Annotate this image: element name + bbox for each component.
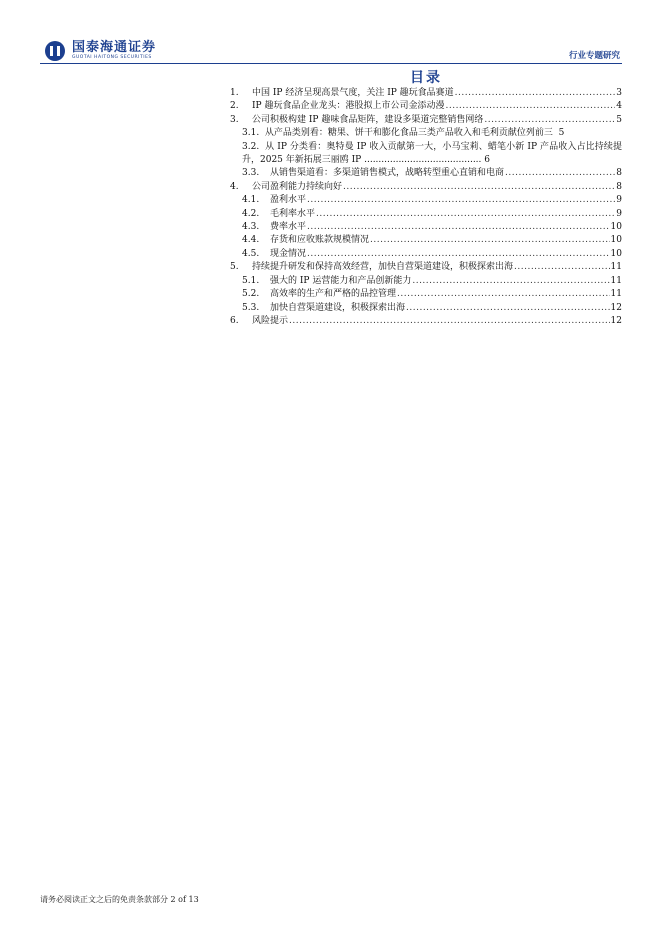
toc-entry[interactable]: 5.1. 强大的 IP 运营能力和产品创新能力 ..... 11 xyxy=(230,275,622,288)
report-type-label: 行业专题研究 xyxy=(568,51,620,61)
toc-entry[interactable]: 3.2. 从 IP 分类看：奥特曼 IP 收入贡献第一大，小马宝莉、蜡笔小新 IP 产品收入占比持续提升，2025 年新拓展三丽鸥 IP ......................................... 6 xyxy=(242,141,623,166)
toc-page-number: 10 xyxy=(610,235,622,246)
header-divider xyxy=(40,63,622,64)
toc-entry[interactable]: 2. IP 趣玩食品企业龙头：港股拟上市公司金添动漫 ..... 4 xyxy=(230,100,622,113)
page-footer: 请务必阅读正文之后的免责条款部分 2 of 13 xyxy=(40,895,199,904)
toc-page-number: 12 xyxy=(610,315,622,326)
toc-entry[interactable]: 4.4. 存货和应收账款规模情况 ..... 10 xyxy=(230,234,622,247)
toc-entry[interactable]: 5. 持续提升研发和保持高效经营，加快自营渠道建设，积极探索出海 ..... 11 xyxy=(230,261,622,274)
toc-entry[interactable]: 3. 公司积极构建 IP 趣味食品矩阵，建设多渠道完整销售网络 ..... 5 xyxy=(230,114,622,127)
toc-page-number: 6 xyxy=(484,155,491,166)
toc-page-number: 3 xyxy=(616,88,622,98)
toc-page-number: 9 xyxy=(616,208,622,219)
toc-entry[interactable]: 4.5. 现金情况 ..... 10 xyxy=(230,248,622,261)
toc-page-number: 10 xyxy=(610,222,622,233)
page-header xyxy=(40,38,622,64)
toc-page-number: 11 xyxy=(610,289,622,300)
toc-title: 目录 xyxy=(410,70,442,86)
toc-page-number: 11 xyxy=(610,275,622,286)
toc-entry[interactable]: 4.3. 费率水平 ..... 10 xyxy=(230,221,622,234)
toc-page-number: 9 xyxy=(616,195,622,206)
toc-entry[interactable]: 3.1. 从产品类别看：糖果、饼干和膨化食品三类产品收入和毛利贡献位列前三 5 xyxy=(242,128,565,139)
company-logo xyxy=(44,40,156,62)
toc-entry[interactable]: 6. 风险提示 ..... 12 xyxy=(230,315,622,328)
logo-name-cn: 国泰海通证券 xyxy=(72,40,157,55)
toc-page-number: 5 xyxy=(616,114,622,125)
toc-page-number: 12 xyxy=(610,302,622,313)
toc-entry[interactable]: 1. 中国 IP 经济呈现高景气度，关注 IP 趣玩食品赛道 ..... 3 xyxy=(230,87,622,100)
toc-entry[interactable]: 4.2. 毛利率水平 ..... 9 xyxy=(230,208,622,221)
toc-page-number: 8 xyxy=(616,181,622,192)
toc-entry[interactable]: 5.2. 高效率的生产和严格的品控管理 ..... 11 xyxy=(230,288,622,301)
table-of-contents xyxy=(230,87,622,328)
toc-page-number: 11 xyxy=(610,262,622,273)
toc-page-number: 5 xyxy=(558,128,565,139)
logo-mark-icon xyxy=(44,40,66,62)
toc-page-number: 8 xyxy=(616,168,622,179)
toc-page-number: 10 xyxy=(610,248,622,259)
toc-page-number: 4 xyxy=(616,101,622,112)
toc-entry[interactable]: 4. 公司盈利能力持续向好 ..... 8 xyxy=(230,181,622,194)
toc-entry[interactable]: 5.3. 加快自营渠道建设，积极探索出海 ..... 12 xyxy=(230,302,622,315)
logo-name-en: GUOTAI HAITONG SECURITIES xyxy=(72,55,152,60)
toc-entry[interactable]: 3.3. 从销售渠道看：多渠道销售模式，战略转型重心直销和电商 ..... 8 xyxy=(230,167,622,180)
toc-entry[interactable]: 4.1. 盈利水平 ..... 9 xyxy=(230,194,622,207)
